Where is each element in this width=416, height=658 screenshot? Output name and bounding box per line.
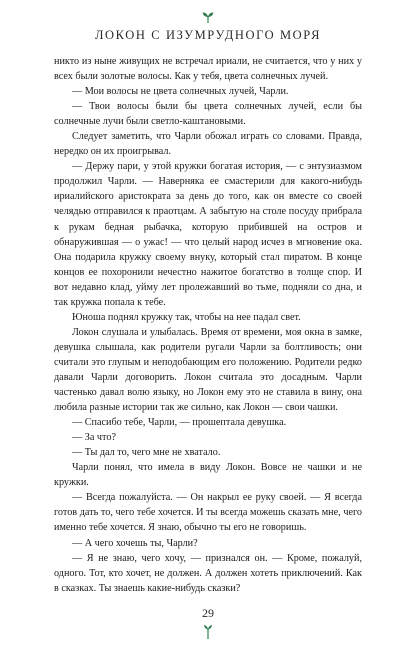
paragraph: — Твои волосы были бы цвета солнечных лучей, если бы солнечные лучи были светло-каштановыми. — [54, 101, 362, 128]
paragraph: — Мои волосы не цвета солнечных лучей, Чарли. — [72, 86, 289, 98]
paragraph: — Всегда пожалуйста. — Он накрыл ее руку своей. — Я всегда готов дать то, чего тебе хочется. И ты всегда можешь сказать мне, чего именно тебе хочется. Я знаю, обычно ты его не говоришь. — [54, 492, 362, 534]
paragraph: Локон слушала и улыбалась. Время от времени, моя окна в замке, девушка слышала, как родители ругали Чарли за болтливость; они считали это глупым и неподобающим его положению. Родители редко давали Чарли договорить. Локон считала это досадным. Чарли частенько давал волю языку, но Локон ему это не ставила в вину, она любила разные истории так же сильно, как Локон — свои чашки. — [54, 326, 362, 414]
paragraph: — За что? — [72, 432, 116, 444]
running-head-title: ЛОКОН С ИЗУМРУДНОГО МОРЯ — [94, 28, 322, 42]
paragraph: — Спасибо тебе, Чарли, — прошептала девушка. — [72, 417, 287, 429]
paragraph: Юноша поднял кружку так, чтобы на нее падал свет. — [72, 311, 301, 323]
paragraph: — Ты дал то, чего мне не хватало. — [72, 447, 221, 459]
paragraph: — А чего хочешь ты, Чарли? — [72, 537, 198, 549]
paragraph: — Я не знаю, чего хочу, — признался он. — Кроме, пожалуй, одного. Тот, кто хочет, не должен. А должен хотеть приключений. Как в сказках. Ты знаешь какие-нибудь сказки? — [54, 552, 362, 594]
header-ornament — [0, 10, 416, 24]
page-number: 29 — [202, 606, 214, 620]
body-text — [54, 54, 362, 596]
footer-ornament — [0, 624, 416, 640]
sprout-icon — [201, 624, 215, 640]
sprout-icon — [201, 10, 215, 24]
paragraph: никто из ныне живущих не встречал ириали, не считается, что у них у всех были золотые волосы. Как у тебя, цвета солнечных лучей. — [54, 56, 362, 83]
paragraph: Следует заметить, что Чарли обожал играть со словами. Правда, нередко он их проигрывал. — [54, 131, 362, 158]
paragraph: — Держу пари, у этой кружки богатая история, — с энтузиазмом продолжил Чарли. — Наверняка ее смастерили для какого-нибудь ириалийского аристократа за день до того, как он вместе со своей челядью отправился к праотцам. А забытую на столе посуду прибрала к рукам бедная рыбачка, которую прибившей на остров и обнаружившая — о ужас! — что целый народ исчез в мгновение ока. Она подарила кружку своему внуку, который стал пиратом. В конце концов ее похоронили нечестно нажитое богатство в толще спор. И вот недавно клад, уйму лет пролежавший во тьме, подняли со дна, и так кружка попала к тебе. — [54, 161, 362, 308]
paragraph: Чарли понял, что имела в виду Локон. Вовсе не чашки и не кружки. — [54, 462, 362, 489]
